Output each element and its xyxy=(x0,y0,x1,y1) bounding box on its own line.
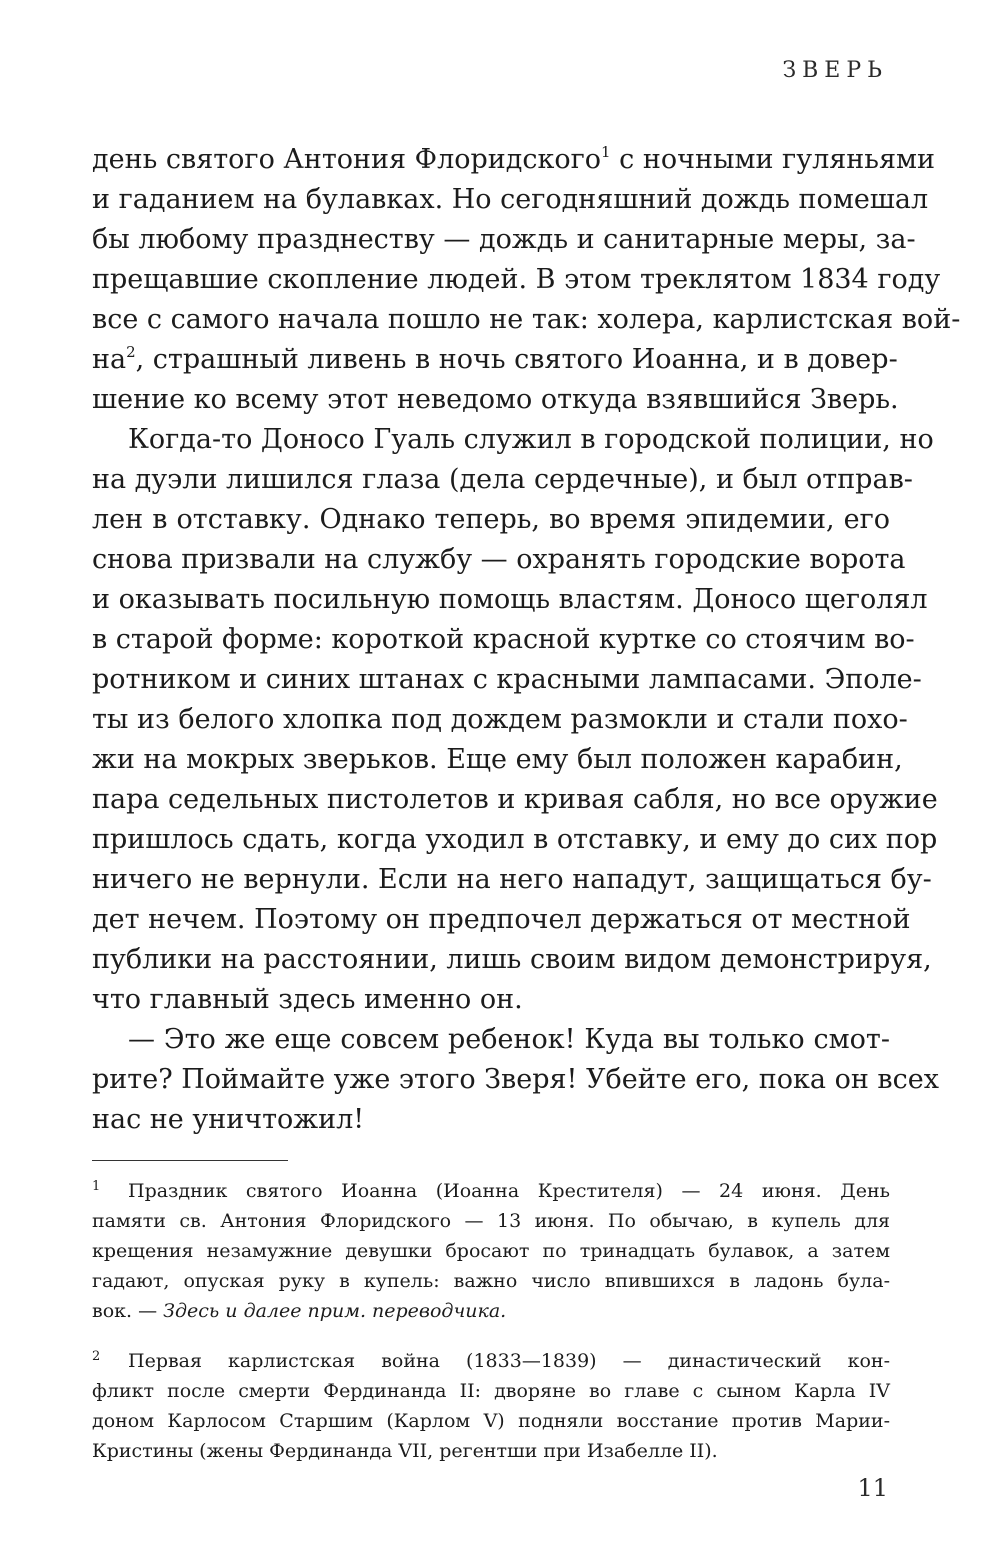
text-line: ты из белого хлопка под дождем размокли и стали похо- xyxy=(92,704,908,735)
text-line: что главный здесь именно он. xyxy=(92,984,523,1015)
text-line: $на^2$, страшный ливень в ночь святого Иоанна, и в довер- xyxy=(92,343,898,375)
text-line: день святого Антония Флоридского$^1$ с ночными гуляньями xyxy=(92,143,935,175)
footnote-line: гадают, опуская руку в купель: важно число впившихся в ладонь була- xyxy=(92,1270,890,1292)
paragraph-2 xyxy=(92,420,938,1020)
footnote-line: крещения незамужние девушки бросают по тринадцать булавок, а затем xyxy=(92,1240,890,1262)
text-line: рите? Поймайте уже этого Зверя! Убейте его, пока он всех xyxy=(92,1064,939,1095)
paragraph-3 xyxy=(92,1020,939,1140)
text-line: лен в отставку. Однако теперь, во время эпидемии, его xyxy=(92,504,890,535)
footnote-line: 1 Праздник святого Иоанна (Иоанна Крестителя) — 24 июня. День xyxy=(92,1179,890,1202)
paragraph-1 xyxy=(92,140,961,420)
footnote-line: доном Карлосом Старшим (Карлом V) подняли восстание против Марии- xyxy=(92,1410,890,1432)
footnote-line: фликт после смерти Фердинанда II: дворяне во главе с сыном Карла IV xyxy=(92,1380,890,1402)
footnote-ref-2[interactable]: 2 xyxy=(126,343,136,361)
text-line: — Это же еще совсем ребенок! Куда вы только смот- xyxy=(128,1024,890,1055)
footnote-line: вок. — Здесь и далее прим. переводчика. xyxy=(92,1300,507,1322)
footnote-line: памяти св. Антония Флоридского — 13 июня. По обычаю, в купель для xyxy=(92,1210,890,1232)
page-number: 11 xyxy=(857,1474,888,1502)
footnotes xyxy=(92,1176,890,1466)
footnote-2 xyxy=(92,1346,890,1466)
text-line: в старой форме: короткой красной куртке со стоячим во- xyxy=(92,624,915,655)
footnote-1 xyxy=(92,1176,890,1326)
text-line: Когда-то Доносо Гуаль служил в городской полиции, но xyxy=(128,424,934,455)
text-line: пара седельных пистолетов и кривая сабля, но все оружие xyxy=(92,784,938,815)
text-line: и гаданием на булавках. Но сегодняшний дождь помешал xyxy=(92,184,929,215)
text-line: прещавшие скопление людей. В этом треклятом 1834 году xyxy=(92,264,941,295)
text-line: бы любому празднеству — дождь и санитарные меры, за- xyxy=(92,224,916,255)
text-line: шение ко всему этот неведомо откуда взявшийся Зверь. xyxy=(92,384,899,415)
footnote-separator xyxy=(92,1160,288,1161)
text-line: жи на мокрых зверьков. Еще ему был положен карабин, xyxy=(92,744,903,775)
text-line: нас не уничтожил! xyxy=(92,1104,365,1135)
running-head: ЗВЕРЬ xyxy=(782,58,888,83)
text-line: публики на расстоянии, лишь своим видом демонстрируя, xyxy=(92,944,932,975)
text-line: все с самого начала пошло не так: холера, карлистская вой- xyxy=(92,304,961,335)
text-line: и оказывать посильную помощь властям. Доносо щеголял xyxy=(92,584,928,615)
main-text xyxy=(92,140,961,1140)
footnote-line: 2 Первая карлистская война (1833—1839) — династический кон- xyxy=(92,1349,890,1372)
text-line: на дуэли лишился глаза (дела сердечные), и был отправ- xyxy=(92,464,913,495)
footnote-ref-1[interactable]: 1 xyxy=(601,143,611,161)
translator-note: Здесь и далее прим. переводчика. xyxy=(163,1300,507,1322)
text-line: ротником и синих штанах с красными лампасами. Эполе- xyxy=(92,664,922,695)
footnote-line: Кристины (жены Фердинанда VII, регентши при Изабелле II). xyxy=(92,1440,718,1462)
text-line: дет нечем. Поэтому он предпочел держаться от местной xyxy=(92,904,911,935)
text-line: снова призвали на службу — охранять городские ворота xyxy=(92,544,906,575)
text-line: пришлось сдать, когда уходил в отставку, и ему до сих пор xyxy=(92,824,938,855)
text-line: ничего не вернули. Если на него нападут, защищаться бу- xyxy=(92,864,932,895)
